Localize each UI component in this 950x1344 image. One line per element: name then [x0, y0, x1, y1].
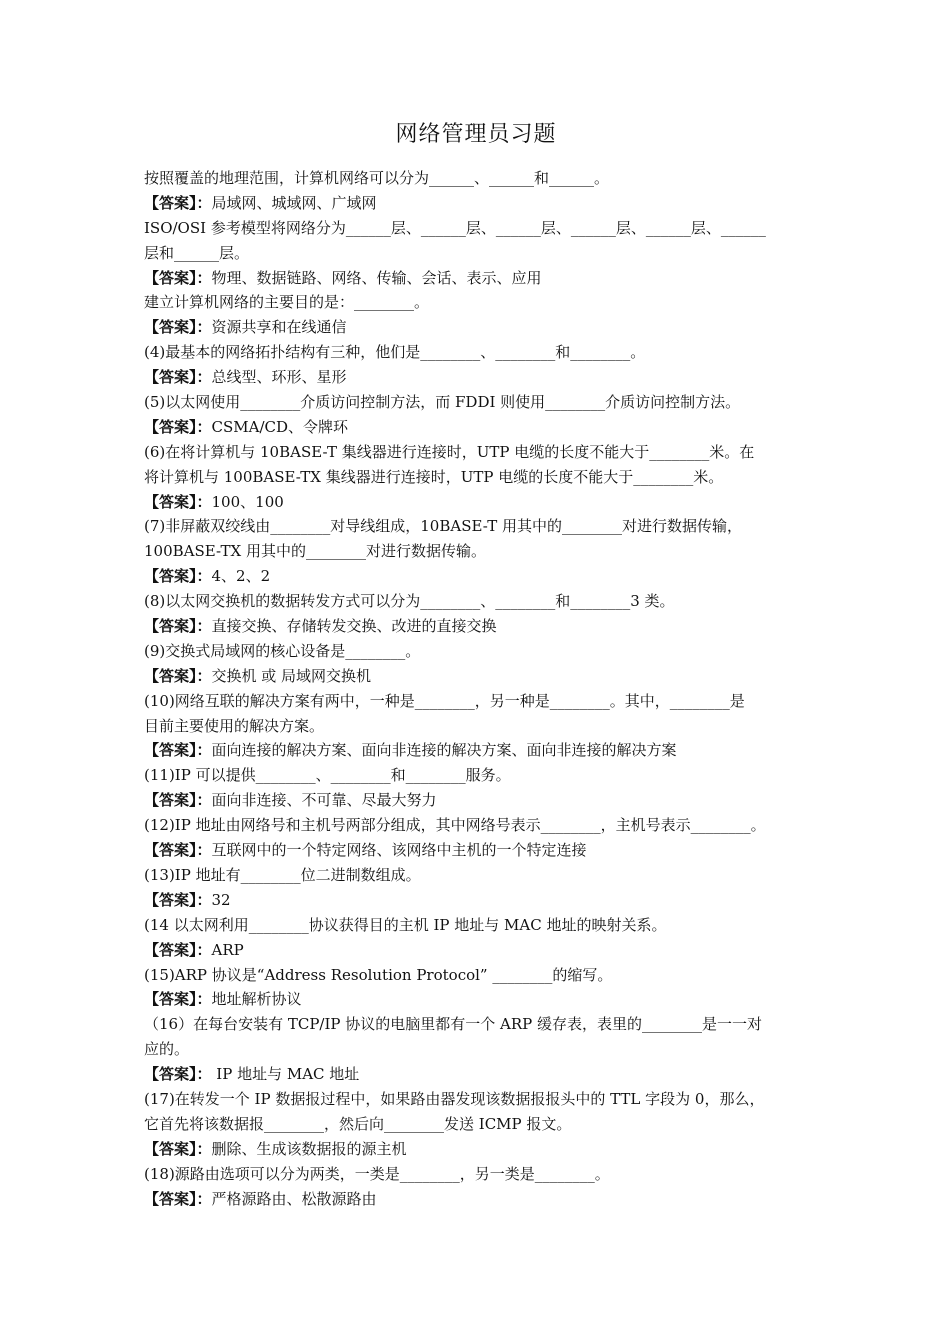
- answer-text: 交换机 或 局域网交换机: [211, 666, 372, 685]
- answer-label: 【答案】：: [144, 617, 212, 636]
- question-line: (13)IP 地址有________位二进制数组成。: [144, 865, 421, 884]
- answer-label: 【答案】：: [144, 193, 212, 212]
- answer-line: [144, 838, 808, 863]
- document-title: 网络管理员习题: [395, 122, 557, 147]
- answer-label: 【答案】：: [144, 741, 212, 760]
- answer-line: [144, 315, 808, 340]
- answer-label: 【答案】：: [144, 268, 212, 287]
- answer-line: [144, 266, 808, 291]
- question-line: 目前主要使用的解决方案。: [144, 716, 325, 735]
- question-line: (9)交换式局域网的核心设备是________。: [144, 641, 421, 660]
- answer-label: 【答案】：: [144, 890, 212, 909]
- question-line: 将计算机与 100BASE-TX 集线器进行连接时，UTP 电缆的长度不能大于________米。: [144, 467, 724, 486]
- answer-text: 直接交换、存储转发交换、改进的直接交换: [211, 617, 497, 636]
- answer-label: 【答案】：: [144, 492, 212, 511]
- answer-line: [144, 614, 808, 639]
- answer-text: 物理、数据链路、网络、传输、会话、表示、应用: [211, 268, 542, 287]
- question-line: (18)源路由选项可以分为两类，一类是________，另一类是________。: [144, 1164, 610, 1183]
- question-line: 应的。: [144, 1040, 190, 1059]
- question-line: (7)非屏蔽双绞线由________对导线组成，10BASE-T 用其中的________对进行数据传输，: [144, 517, 743, 536]
- question-line: (12)IP 地址由网络号和主机号两部分组成，其中网络号表示________，主机号表示________。: [144, 816, 766, 835]
- answer-label: 【答案】：: [144, 841, 212, 860]
- answer-line: [144, 564, 808, 589]
- answer-line: [144, 738, 808, 763]
- answer-text: CSMA/CD、令牌环: [211, 417, 349, 436]
- question-line: 层和______层。: [144, 243, 250, 262]
- answer-text: 面向非连接、不可靠、尽最大努力: [211, 791, 437, 810]
- answer-label: 【答案】：: [144, 1065, 212, 1084]
- answer-label: 【答案】：: [144, 791, 212, 810]
- answer-label: 【答案】：: [144, 368, 212, 387]
- answer-line: [144, 191, 808, 216]
- answer-line: [144, 365, 808, 390]
- question-list: [144, 166, 808, 1211]
- question-line: 建立计算机网络的主要目的是：________。: [144, 293, 430, 312]
- answer-text: 面向连接的解决方案、面向非连接的解决方案、面向非连接的解决方案: [211, 741, 677, 760]
- answer-line: [144, 1062, 808, 1087]
- answer-line: [144, 938, 808, 963]
- answer-label: 【答案】：: [144, 666, 212, 685]
- answer-text: 严格源路由、松散源路由: [211, 1189, 377, 1208]
- answer-text: 地址解析协议: [211, 990, 302, 1009]
- answer-label: 【答案】：: [144, 318, 212, 337]
- question-line: (15)ARP 协议是“Address Resolution Protocol” ________的缩写。: [144, 965, 613, 984]
- answer-label: 【答案】：: [144, 1189, 212, 1208]
- question-line: (11)IP 可以提供________、________和________服务。: [144, 766, 511, 785]
- answer-text: 100、100: [211, 492, 284, 511]
- answer-text: 4、2、2: [211, 567, 271, 586]
- answer-line: [144, 788, 808, 813]
- question-line: (8)以太网交换机的数据转发方式可以分为________、________和________3 类。: [144, 592, 675, 611]
- question-line: 100BASE-TX 用其中的________对进行数据传输。: [144, 542, 486, 561]
- answer-text: 总线型、环形、星形: [211, 368, 347, 387]
- answer-text: 资源共享和在线通信: [211, 318, 347, 337]
- answer-text: IP 地址与 MAC 地址: [211, 1065, 360, 1084]
- answer-line: [144, 664, 808, 689]
- question-line: 按照覆盖的地理范围，计算机网络可以分为______、______和______。: [144, 169, 610, 187]
- question-line: (6)在将计算机与 10BASE-T 集线器进行连接时，UTP 电缆的长度不能大于________米。在: [144, 442, 755, 461]
- answer-line: [144, 987, 808, 1012]
- answer-line: [144, 888, 808, 913]
- answer-text: 局域网、城域网、广域网: [211, 193, 377, 212]
- answer-text: 32: [211, 890, 231, 909]
- question-line: (4)最基本的网络拓扑结构有三种，他们是________、________和________。: [144, 343, 646, 362]
- answer-label: 【答案】：: [144, 1139, 212, 1158]
- answer-line: [144, 1187, 808, 1212]
- answer-line: [144, 415, 808, 440]
- answer-line: [144, 490, 808, 515]
- question-line: (5)以太网使用________介质访问控制方法，而 FDDI 则使用________介质访问控制方法。: [144, 393, 741, 412]
- answer-label: 【答案】：: [144, 940, 212, 959]
- answer-line: [144, 1137, 808, 1162]
- question-line: 它首先将该数据报________，然后向________发送 ICMP 报文。: [144, 1114, 572, 1133]
- answer-label: 【答案】：: [144, 567, 212, 586]
- question-line: ISO/OSI 参考模型将网络分为______层、______层、______层、______层、______层、______: [144, 218, 766, 237]
- answer-text: 互联网中的一个特定网络、该网络中主机的一个特定连接: [211, 841, 587, 860]
- answer-text: 删除、生成该数据报的源主机: [211, 1139, 407, 1158]
- question-line: （16）在每台安装有 TCP/IP 协议的电脑里都有一个 ARP 缓存表，表里的________是一一对: [144, 1015, 763, 1034]
- question-line: (10)网络互联的解决方案有两中，一种是________，另一种是________。其中，________是: [144, 691, 745, 710]
- answer-label: 【答案】：: [144, 417, 212, 436]
- answer-label: 【答案】：: [144, 990, 212, 1009]
- answer-text: ARP: [211, 940, 244, 959]
- question-line: (17)在转发一个 IP 数据报过程中，如果路由器发现该数据报报头中的 TTL 字段为 0，那么，: [144, 1089, 765, 1108]
- question-line: (14 以太网利用________协议获得目的主机 IP 地址与 MAC 地址的映射关系。: [144, 915, 667, 934]
